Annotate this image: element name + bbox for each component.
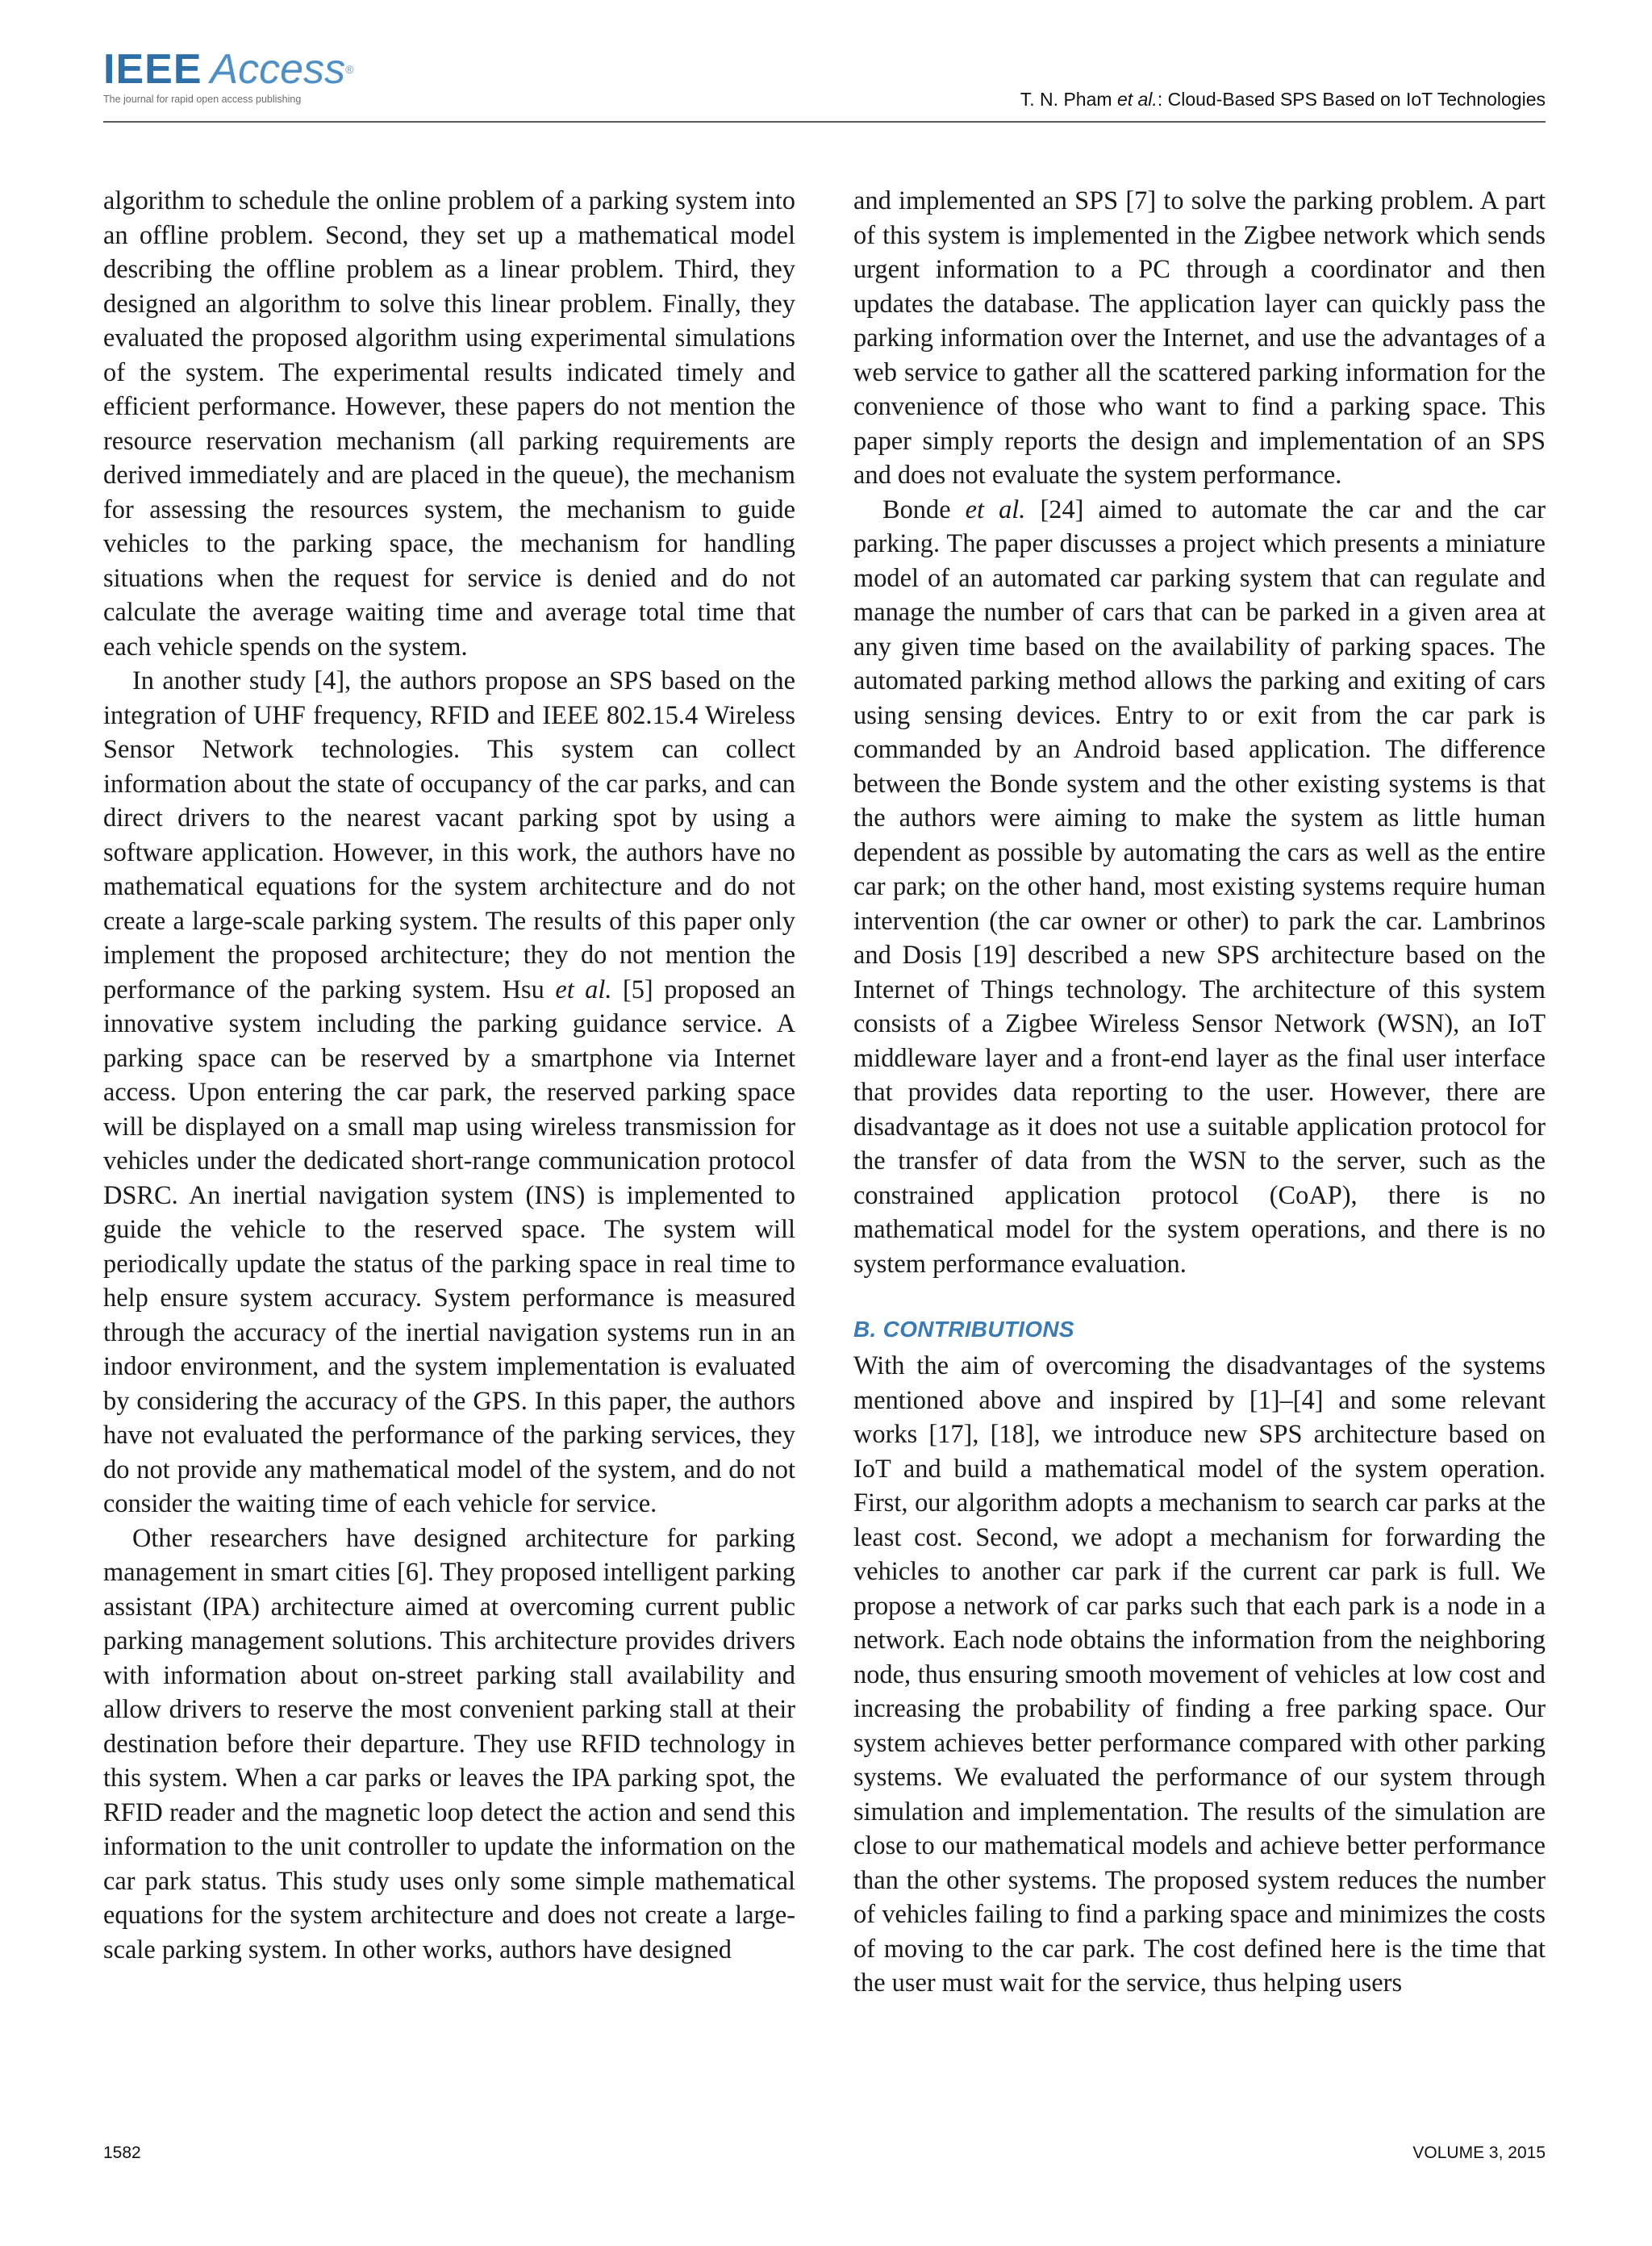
logo-brand: IEEE [103, 46, 202, 93]
right-paragraph-2-part-b: [24] aimed to automate the car and the car parking. The paper discusses a project which presents a miniature model of an automated car parking system that can regulate and manage the number of cars that can be parked in a given area at any given time based on the availability of parking spaces. The automated parking method allows the parking and exiting of cars using sensing devices. Entry to or exit from the car park is commanded by an Android based application. The difference between the Bonde system and the other existing systems is that the authors were aiming to make the system as little human dependent as possible by automating the cars as well as the entire car park; on the other hand, most existing systems require human intervention (the car owner or other) to park the car. Lambrinos and Dosis [19] described a new SPS architecture based on the Internet of Things technology. The architecture of this system consists of a Zigbee Wireless Sensor Network (WSN), an IoT middleware layer and a front-end layer as the final user interface that provides data reporting to the user. However, there are disadvantage as it does not use a suitable application protocol for the transfer of data from the WSN to the server, such as the constrained application protocol (CoAP), there is no mathematical model for the system operations, and there is no system performance evaluation. [853, 495, 1546, 1279]
right-column [853, 184, 1546, 2001]
left-paragraph-2-part-a: In another study [4], the authors propose an SPS based on the integration of UHF frequency, RFID and IEEE 802.15.4 Wireless Sensor Network technologies. This system can collect information about the state of occupancy of the car parks, and can direct drivers to the nearest vacant parking spot by using a software application. However, in this work, the authors have no mathematical equations for the system architecture and do not create a large-scale parking system. The results of this paper only implement the proposed architecture; they do not mention the performance of the parking system. Hsu [103, 666, 795, 1004]
left-column [103, 184, 795, 1967]
left-paragraph-1: algorithm to schedule the online problem of a parking system into an offline problem. Second, they set up a mathematical model describing the offline problem as a linear problem. Third, they designed an algorithm to solve this linear problem. Finally, they evaluated the proposed algorithm using experimental simulations of the system. The experimental results indicated timely and efficient performance. However, these papers do not mention the resource reservation mechanism (all parking requirements are derived immediately and are placed in the queue), the mechanism for assessing the resources system, the mechanism to guide vehicles to the parking space, the mechanism for handling situations when the request for service is denied and do not calculate the average waiting time and average total time that each vehicle spends on the system. [103, 186, 795, 662]
logo-tagline: The journal for rapid open access publishing [103, 94, 302, 105]
right-paragraph-1: and implemented an SPS [7] to solve the parking problem. A part of this system is implemented in the Zigbee network which sends urgent information to a PC through a coordinator and then updates the database. The application layer can quickly pass the parking information over the Internet, and use the advantages of a web service to gather all the scattered parking information for the convenience of those who want to find a parking space. This paper simply reports the design and implementation of an SPS and does not evaluate the system performance. [853, 186, 1546, 490]
journal-logo [103, 46, 354, 105]
left-paragraph-3: Other researchers have designed architecture for parking management in smart cities [6]. They proposed intelligent parking assistant (IPA) architecture aimed at overcoming current public parking management solutions. This architecture provides drivers with information about on-street parking stall availability and allow drivers to reserve the most convenient parking stall at their destination before their departure. They use RFID technology in this system. When a car parks or leaves the IPA parking spot, the RFID reader and the magnetic loop detect the action and send this information to the unit controller to update the information on the car park status. This study uses only some simple mathematical equations for the system architecture and does not create a large-scale parking system. In other works, authors have designed [103, 1523, 795, 1964]
right-paragraph-2 [853, 493, 1546, 1282]
logo-wordmark [103, 46, 354, 93]
right-paragraph-2-part-a: Bonde [882, 495, 966, 524]
logo-product: Access [210, 46, 346, 93]
section-heading-contributions: B. CONTRIBUTIONS [853, 1317, 1074, 1342]
page-number: 1582 [103, 2144, 141, 2162]
header-divider [103, 121, 1546, 123]
left-paragraph-2-part-b: [5] proposed an innovative system including the parking guidance service. A parking space can be reserved by a smartphone via Internet access. Upon entering the car park, the reserved parking space will be displayed on a small map using wireless transmission for vehicles under the dedicated short-range communication protocol DSRC. An inertial navigation system (INS) is implemented to guide the vehicle to the reserved space. The system will periodically update the status of the parking space in real time to help ensure system accuracy. System performance is measured through the accuracy of the inertial navigation systems run in an indoor environment, and the system implementation is evaluated by considering the accuracy of the GPS. In this paper, the authors have not evaluated the performance of the parking services, they do not provide any mathematical model of the system, and do not consider the waiting time of each vehicle for service. [103, 975, 795, 1518]
volume-label: VOLUME 3, 2015 [1412, 2144, 1546, 2162]
left-paragraph-2-etal: et al. [555, 975, 612, 1004]
running-title-author: T. N. Pham [1020, 89, 1112, 110]
running-title-etal: et al. [1116, 89, 1158, 110]
right-paragraph-2-etal: et al. [965, 495, 1026, 524]
trademark-mark: ® [345, 63, 354, 76]
running-title [1020, 89, 1546, 111]
right-paragraph-3: With the aim of overcoming the disadvantages of the systems mentioned above and inspired by [1]–[4] and some relevant works [17], [18], we introduce new SPS architecture based on IoT and build a mathematical model of the system operation. First, our algorithm adopts a mechanism to search car parks at the least cost. Second, we adopt a mechanism for forwarding the vehicles to another car park if the current car park is full. We propose a network of car parks such that each park is a node in a network. Each node obtains the information from the neighboring node, thus ensuring smooth movement of vehicles at low cost and increasing the probability of finding a free parking space. Our system achieves better performance compared with other parking systems. We evaluated the performance of our system through simulation and implementation. The results of the simulation are close to our mathematical models and achieve better performance than the other systems. The proposed system reduces the number of vehicles failing to find a parking space and minimizes the costs of moving to the car park. The cost defined here is the time that the user must wait for the service, thus helping users [853, 1351, 1546, 1998]
left-paragraph-2 [103, 664, 795, 1522]
running-title-rest: : Cloud-Based SPS Based on IoT Technologies [1157, 89, 1546, 110]
